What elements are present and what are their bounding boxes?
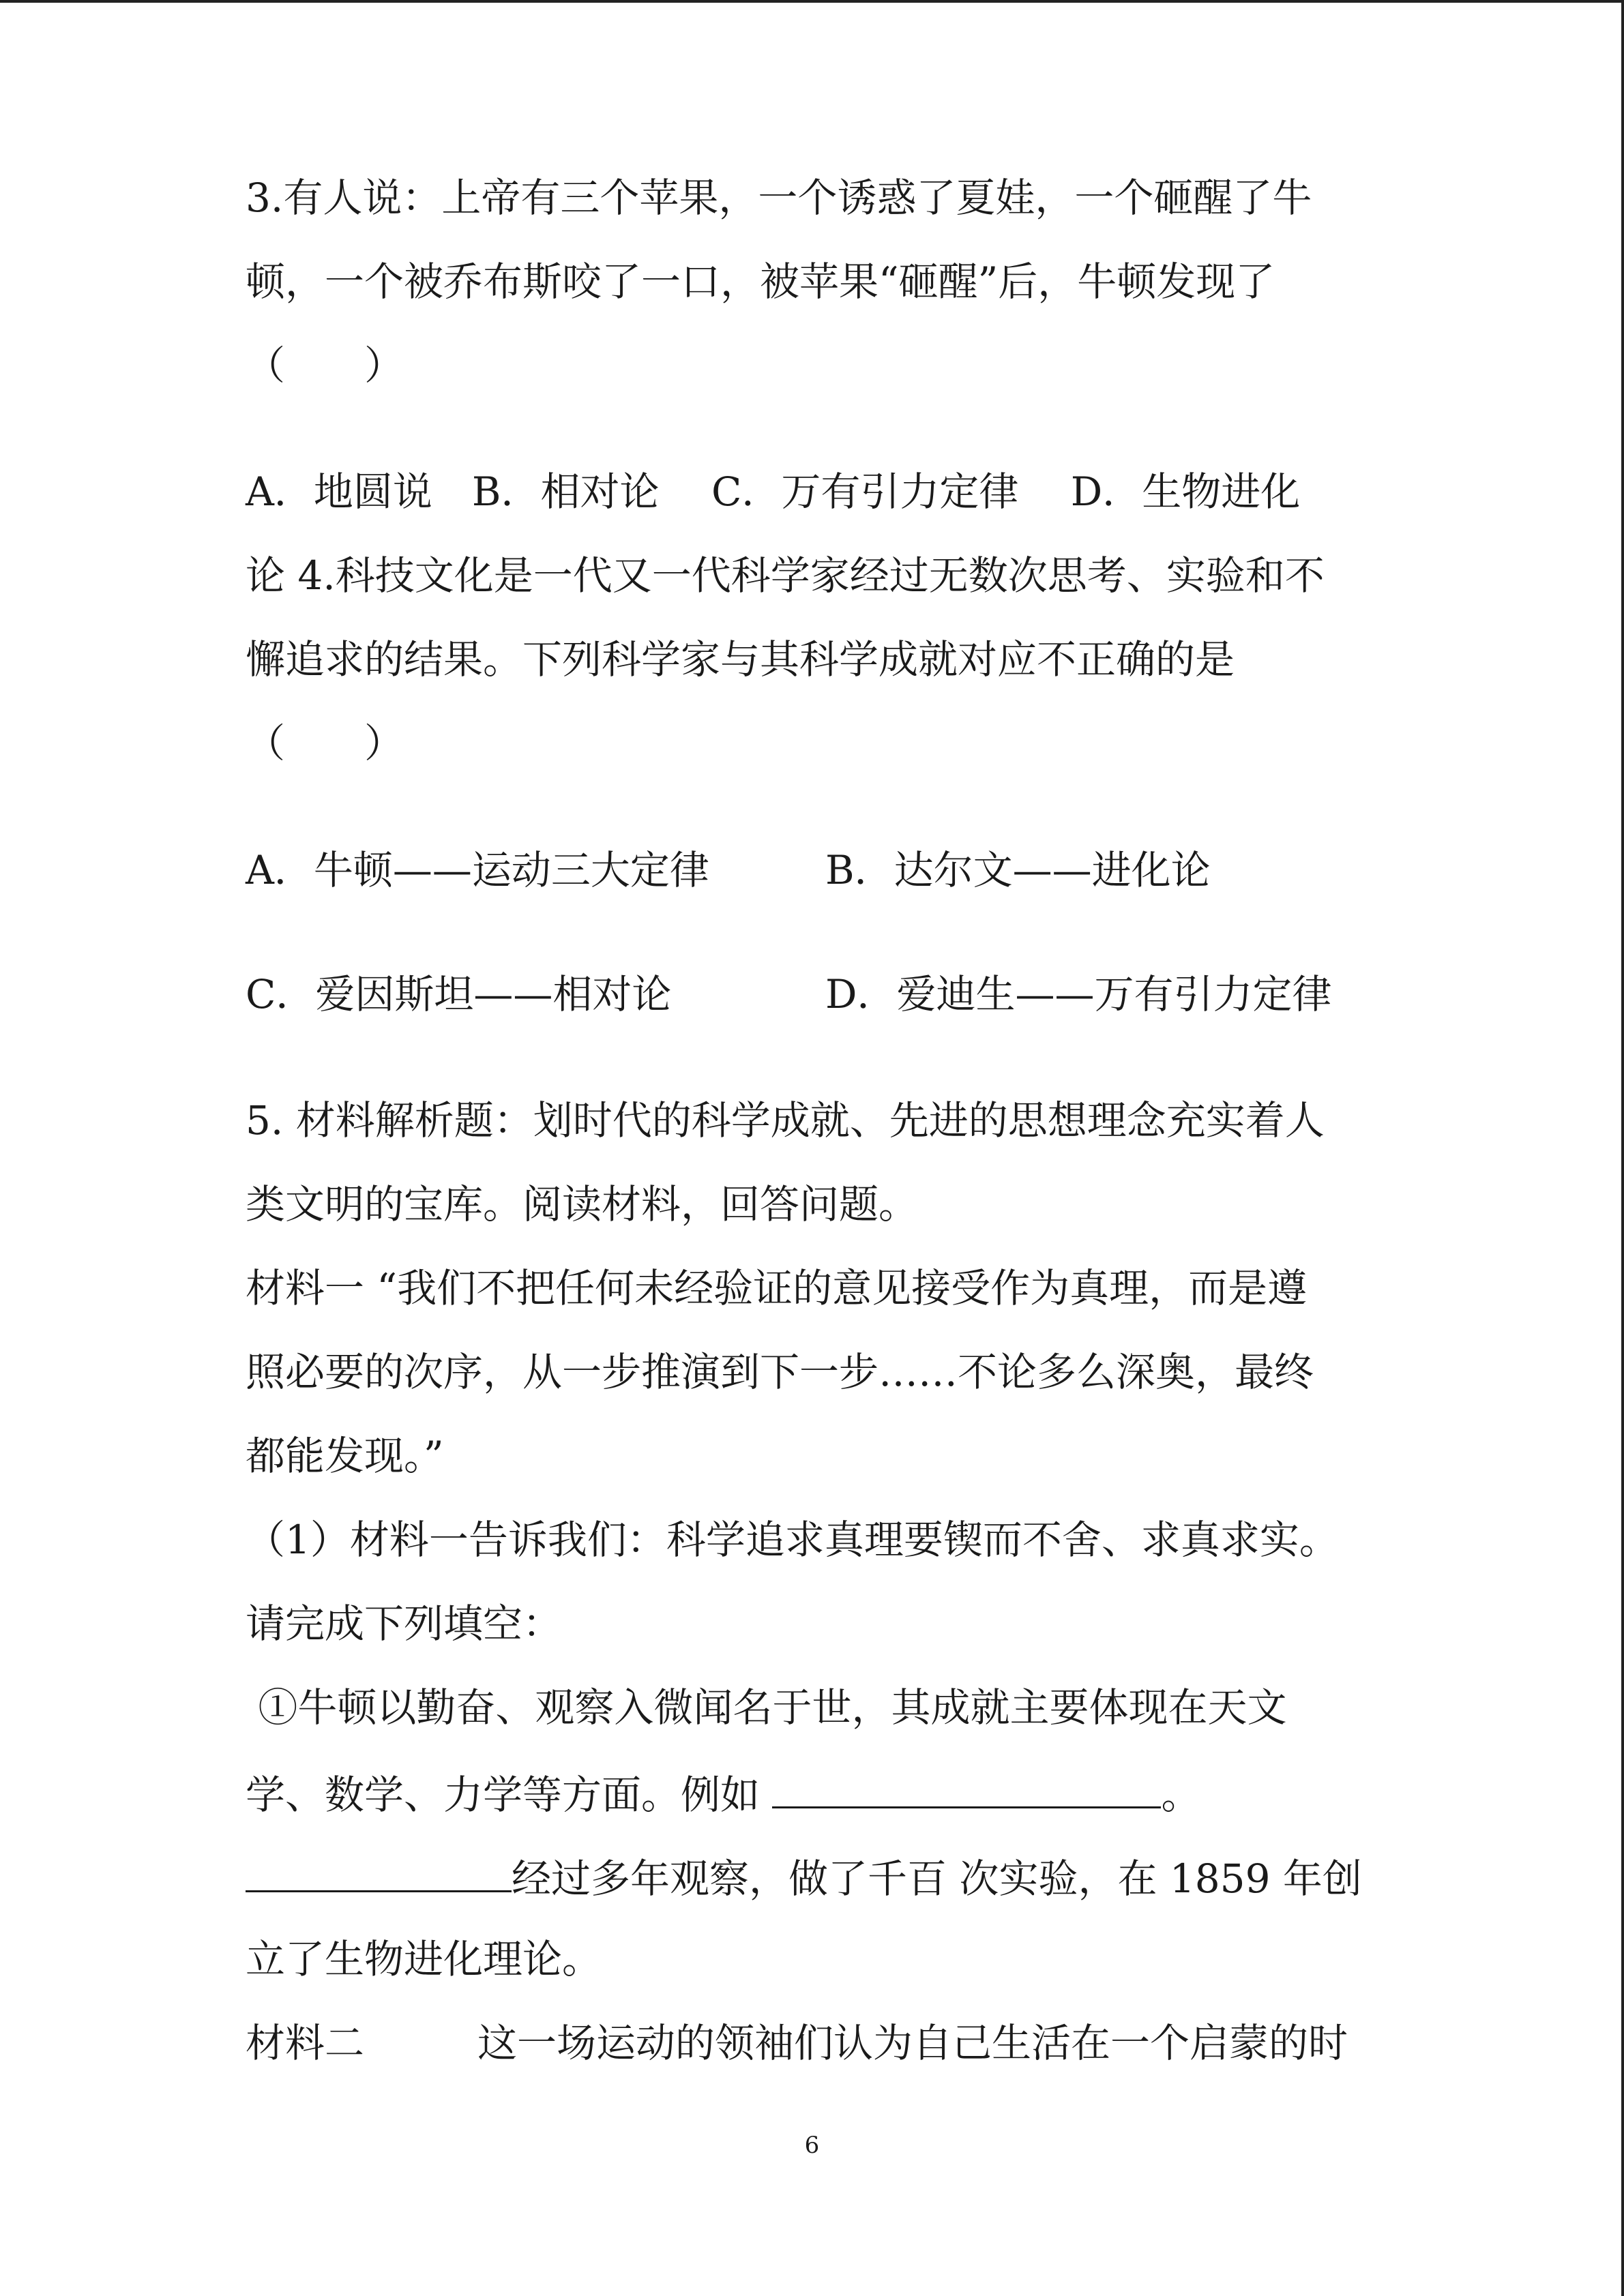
question-5-line-1: 5. 材料解析题：划时代的科学成就、先进的思想理念充实着人 <box>246 1097 1325 1144</box>
question-3-answer-bracket: （ ） <box>246 342 404 389</box>
fill-in-darwin-text: 经过多年观察，做了千百 次实验，在 1859 年创 <box>512 1855 1362 1902</box>
question-5-line-2: 类文明的宝库。阅读材料，回答问题。 <box>246 1181 919 1227</box>
question-4-option-a: A．牛顿——运动三大定律 <box>246 847 709 893</box>
answer-blank-newton[interactable] <box>772 1764 1161 1808</box>
question-3-line-1: 3.有人说：上帝有三个苹果，一个诱惑了夏娃，一个砸醒了牛 <box>246 175 1312 221</box>
answer-blank-scientist[interactable] <box>246 1848 512 1892</box>
question-4-option-d: D．爱迪生——万有引力定律 <box>825 971 1332 1017</box>
question-4-line-1: 论 4.科技文化是一代又一代科学家经过无数次思考、实验和不 <box>246 552 1325 599</box>
question-4-answer-bracket: （ ） <box>246 720 404 766</box>
fill-in-newton-text: 学、数学、力学等方面。例如 <box>246 1772 761 1818</box>
material-2-label: 材料二 <box>246 2020 365 2066</box>
fill-in-newton-line-2 <box>246 1764 1200 1819</box>
question-5-part-1-line-1: （1）材料一告诉我们：科学追求真理要锲而不舍、求真求实。 <box>246 1517 1339 1563</box>
question-4-option-b: B．达尔文——进化论 <box>825 847 1211 893</box>
question-4-option-c: C．爱因斯坦——相对论 <box>246 971 672 1017</box>
fill-in-newton-period: 。 <box>1161 1772 1201 1818</box>
page-number: 6 <box>804 2132 820 2159</box>
material-2-line-1: 这一场运动的领袖们认为自己生活在一个启蒙的时 <box>477 2020 1348 2066</box>
question-4-line-2: 懈追求的结果。下列科学家与其科学成就对应不正确的是 <box>246 636 1235 683</box>
page-right-border <box>1621 0 1624 2296</box>
question-3-options: A．地圆说 B．相对论 C．万有引力定律 D．生物进化 <box>246 468 1301 515</box>
fill-in-darwin-line-1 <box>246 1848 1362 1903</box>
material-1-line-1: 材料一 “我们不把任何未经验证的意见接受作为真理，而是遵 <box>246 1265 1308 1311</box>
material-1-line-3: 都能发现。” <box>246 1433 444 1479</box>
fill-in-darwin-line-2: 立了生物进化理论。 <box>246 1936 602 1982</box>
page-top-border <box>0 0 1624 3</box>
question-3-line-2: 顿，一个被乔布斯咬了一口，被苹果“砸醒”后，牛顿发现了 <box>246 258 1275 305</box>
fill-in-newton-line-1: ①牛顿以勤奋、观察入微闻名于世，其成就主要体现在天文 <box>246 1684 1287 1731</box>
question-5-part-1-line-2: 请完成下列填空： <box>246 1600 563 1647</box>
material-1-line-2: 照必要的次序，从一步推演到下一步……不论多么深奥，最终 <box>246 1349 1314 1395</box>
